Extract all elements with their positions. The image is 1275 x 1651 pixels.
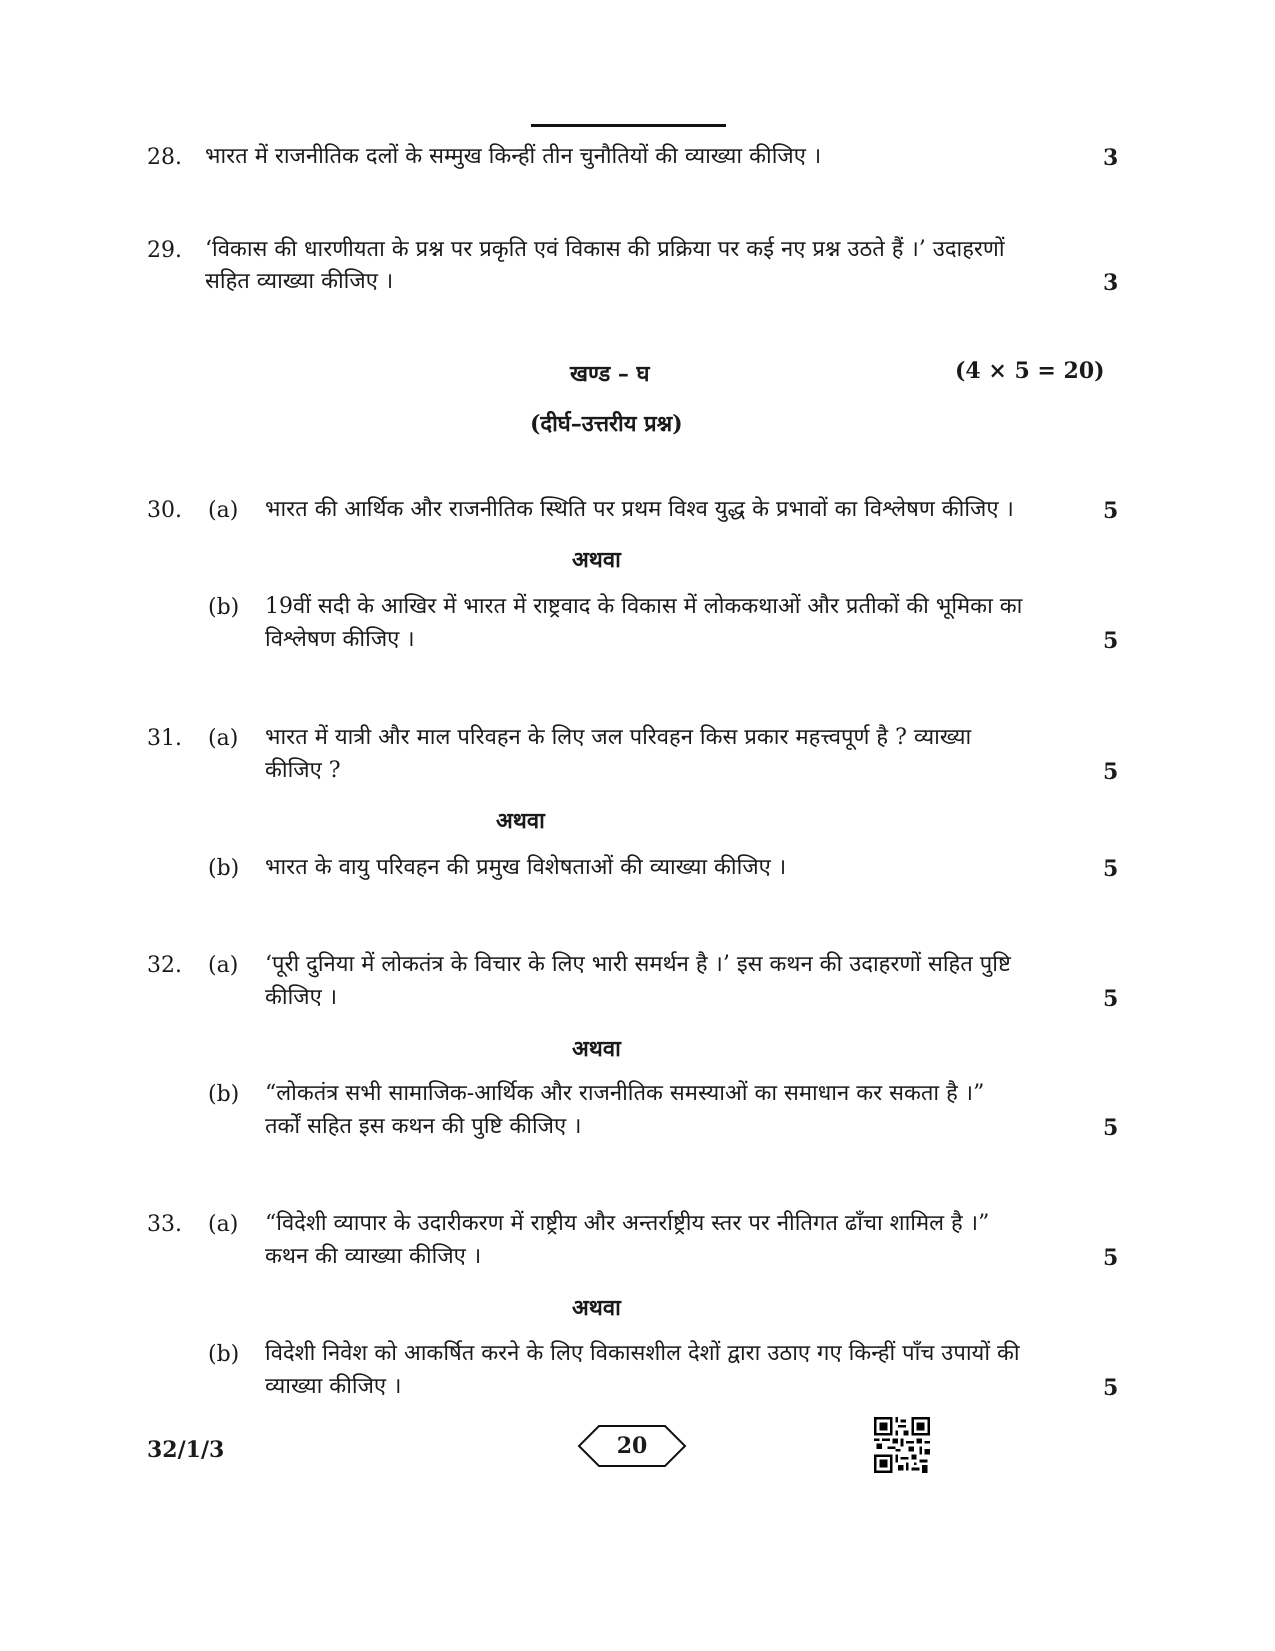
question-29-marks: 3	[1103, 270, 1119, 296]
question-30a-label: (a)	[208, 498, 239, 523]
question-32b-line2: तर्कों सहित इस कथन की पुष्टि कीजिए ।	[265, 1114, 582, 1139]
question-32a-line1: ‘पूरी दुनिया में लोकतंत्र के विचार के लिए भारी समर्थन है ।’ इस कथन की उदाहरणों सहित पुष्टि	[265, 952, 1011, 977]
question-33b-line2: व्याख्या कीजिए ।	[265, 1374, 402, 1399]
question-33b-line1: विदेशी निवेश को आकर्षित करने के लिए विकासशील देशों द्वारा उठाए गए किन्हीं पाँच उपायों की	[265, 1341, 1020, 1366]
question-31b-text: भारत के वायु परिवहन की प्रमुख विशेषताओं की व्याख्या कीजिए ।	[265, 855, 787, 880]
page-number-badge	[577, 1424, 687, 1468]
question-31b-marks: 5	[1103, 856, 1119, 882]
paper-code: 32/1/3	[147, 1437, 225, 1463]
question-30b-label: (b)	[208, 595, 240, 620]
question-29-line1: ‘विकास की धारणीयता के प्रश्न पर प्रकृति एवं विकास की प्रक्रिया पर कई नए प्रश्न उठते हैं ।’ उदाहरणों	[205, 237, 1005, 262]
question-33-or: अथवा	[572, 1295, 621, 1321]
top-divider	[531, 124, 726, 127]
question-32b-marks: 5	[1103, 1115, 1119, 1141]
question-33b-marks: 5	[1103, 1375, 1119, 1401]
question-30b-line2: विश्लेषण कीजिए ।	[265, 627, 415, 652]
question-31-or: अथवा	[496, 808, 545, 834]
section-marks-scheme: (4 × 5 = 20)	[955, 358, 1105, 384]
question-33-number: 33.	[147, 1212, 182, 1237]
question-33a-line1: “विदेशी व्यापार के उदारीकरण में राष्ट्रीय और अन्तर्राष्ट्रीय स्तर पर नीतिगत ढाँचा शामिल है ।”	[265, 1211, 990, 1236]
question-29-number: 29.	[147, 238, 182, 263]
question-30b-line1: 19वीं सदी के आखिर में भारत में राष्ट्रवाद के विकास में लोककथाओं और प्रतीकों की भूमिका का	[265, 594, 1023, 619]
page-number: 20	[616, 1433, 648, 1459]
question-29-line2: सहित व्याख्या कीजिए ।	[205, 269, 394, 294]
question-32b-line1: “लोकतंत्र सभी सामाजिक-आर्थिक और राजनीतिक समस्याओं का समाधान कर सकता है ।”	[265, 1081, 985, 1106]
question-32a-line2: कीजिए ।	[265, 985, 338, 1010]
question-31a-marks: 5	[1103, 759, 1119, 785]
question-28-number: 28.	[147, 145, 182, 170]
question-33b-label: (b)	[208, 1342, 240, 1367]
question-31a-label: (a)	[208, 726, 239, 751]
question-32a-marks: 5	[1103, 986, 1119, 1012]
section-subtitle: (दीर्घ–उत्तरीय प्रश्न)	[530, 411, 683, 437]
section-title: खण्ड – घ	[570, 361, 650, 387]
question-31b-label: (b)	[208, 856, 240, 881]
question-33a-marks: 5	[1103, 1245, 1119, 1271]
question-30a-text: भारत की आर्थिक और राजनीतिक स्थिति पर प्रथम विश्व युद्ध के प्रभावों का विश्लेषण कीजिए ।	[265, 497, 1014, 522]
question-33a-label: (a)	[208, 1212, 239, 1237]
question-30b-marks: 5	[1103, 628, 1119, 654]
question-32-number: 32.	[147, 953, 182, 978]
question-28-marks: 3	[1103, 145, 1119, 171]
question-28-text: भारत में राजनीतिक दलों के सम्मुख किन्हीं तीन चुनौतियों की व्याख्या कीजिए ।	[205, 144, 822, 169]
question-31-number: 31.	[147, 726, 182, 751]
question-31a-line2: कीजिए ?	[265, 758, 341, 783]
question-32-or: अथवा	[572, 1036, 621, 1062]
question-32b-label: (b)	[208, 1082, 240, 1107]
question-30a-marks: 5	[1103, 498, 1119, 524]
question-32a-label: (a)	[208, 953, 239, 978]
question-30-number: 30.	[147, 498, 182, 523]
question-30-or: अथवा	[572, 547, 621, 573]
qr-code-icon	[874, 1417, 930, 1473]
question-31a-line1: भारत में यात्री और माल परिवहन के लिए जल परिवहन किस प्रकार महत्त्वपूर्ण है ? व्याख्या	[265, 725, 972, 750]
question-33a-line2: कथन की व्याख्या कीजिए ।	[265, 1244, 482, 1269]
